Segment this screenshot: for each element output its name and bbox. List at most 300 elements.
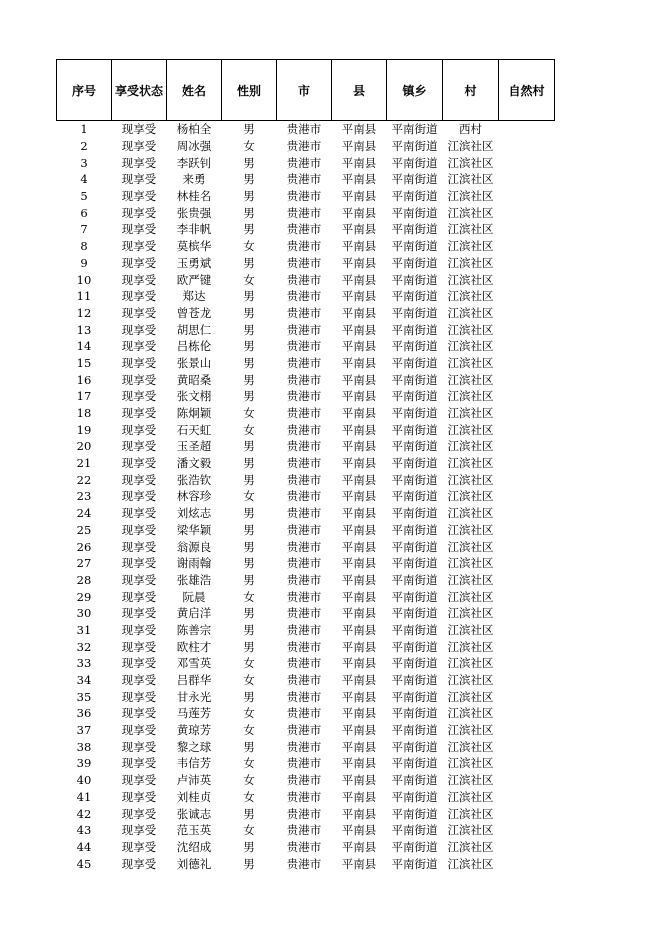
- cell-gender: 男: [243, 255, 255, 270]
- cell-serial-number: 22: [76, 472, 92, 487]
- cell-county: 平南县: [341, 856, 377, 871]
- cell-benefit-status: 现享受: [121, 355, 157, 370]
- table-row: [57, 321, 555, 338]
- cell-city: 贵港市: [286, 673, 322, 688]
- cell-natural-village: [499, 321, 555, 338]
- cell-natural-village: [499, 138, 555, 155]
- cell-village: 江滨社区: [447, 556, 494, 571]
- cell-village: 江滨社区: [447, 355, 494, 370]
- table-row: [57, 238, 555, 255]
- cell-benefit-status: 现享受: [121, 606, 157, 621]
- cell-benefit-status: 现享受: [121, 322, 157, 337]
- cell-town: 平南街道: [391, 222, 438, 237]
- spreadsheet-page: [56, 59, 554, 872]
- cell-gender: 男: [243, 122, 255, 137]
- cell-benefit-status: 现享受: [121, 823, 157, 838]
- cell-natural-village: [499, 839, 555, 856]
- cell-natural-village: [499, 221, 555, 238]
- cell-natural-village: [499, 772, 555, 789]
- cell-county: 平南县: [341, 155, 377, 170]
- cell-village: 江滨社区: [447, 389, 494, 404]
- table-row: [57, 638, 555, 655]
- cell-benefit-status: 现享受: [121, 489, 157, 504]
- cell-county: 平南县: [341, 189, 377, 204]
- cell-county: 平南县: [341, 823, 377, 838]
- cell-benefit-status: 现享受: [121, 706, 157, 721]
- cell-benefit-status: 现享受: [121, 239, 157, 254]
- cell-benefit-status: 现享受: [121, 506, 157, 521]
- cell-benefit-status: 现享受: [121, 589, 157, 604]
- table-row: [57, 588, 555, 605]
- cell-name: 张浩钦: [176, 472, 212, 487]
- cell-natural-village: [499, 355, 555, 372]
- cell-gender: 女: [243, 773, 255, 788]
- cell-city: 贵港市: [286, 689, 322, 704]
- cell-serial-number: 21: [76, 456, 92, 471]
- cell-village: 江滨社区: [447, 139, 494, 154]
- header-row: [57, 60, 555, 121]
- cell-village: 江滨社区: [447, 773, 494, 788]
- cell-gender: 男: [243, 289, 255, 304]
- cell-gender: 男: [243, 355, 255, 370]
- cell-natural-village: [499, 605, 555, 622]
- cell-benefit-status: 现享受: [121, 422, 157, 437]
- cell-natural-village: [499, 505, 555, 522]
- cell-gender: 女: [243, 673, 255, 688]
- cell-name: 玉勇斌: [176, 255, 212, 270]
- cell-town: 平南街道: [391, 773, 438, 788]
- cell-gender: 女: [243, 706, 255, 721]
- table-row: [57, 672, 555, 689]
- cell-city: 贵港市: [286, 139, 322, 154]
- cell-benefit-status: 现享受: [121, 272, 157, 287]
- cell-village: 江滨社区: [447, 172, 494, 187]
- cell-serial-number: 43: [76, 823, 92, 838]
- table-row: [57, 822, 555, 839]
- cell-natural-village: [499, 288, 555, 305]
- cell-benefit-status: 现享受: [121, 189, 157, 204]
- cell-serial-number: 3: [80, 155, 88, 170]
- cell-city: 贵港市: [286, 355, 322, 370]
- cell-serial-number: 20: [76, 439, 92, 454]
- cell-name: 欧严键: [176, 272, 212, 287]
- cell-name: 曾苍龙: [176, 305, 212, 320]
- cell-serial-number: 17: [76, 389, 92, 404]
- cell-village: 江滨社区: [447, 322, 494, 337]
- cell-benefit-status: 现享受: [121, 572, 157, 587]
- table-row: [57, 722, 555, 739]
- cell-county: 平南县: [341, 389, 377, 404]
- cell-county: 平南县: [341, 255, 377, 270]
- cell-city: 贵港市: [286, 806, 322, 821]
- cell-village: 西村: [459, 122, 482, 137]
- cell-village: 江滨社区: [447, 205, 494, 220]
- cell-natural-village: [499, 538, 555, 555]
- cell-county: 平南县: [341, 355, 377, 370]
- cell-gender: 男: [243, 305, 255, 320]
- cell-gender: 男: [243, 389, 255, 404]
- table-row: [57, 505, 555, 522]
- cell-county: 平南县: [341, 723, 377, 738]
- cell-serial-number: 9: [80, 255, 88, 270]
- header-gender: 性别: [222, 60, 277, 121]
- cell-village: 江滨社区: [447, 673, 494, 688]
- cell-benefit-status: 现享受: [121, 172, 157, 187]
- cell-village: 江滨社区: [447, 689, 494, 704]
- table-row: [57, 772, 555, 789]
- cell-gender: 男: [243, 322, 255, 337]
- table-row: [57, 121, 555, 138]
- cell-benefit-status: 现享受: [121, 305, 157, 320]
- cell-town: 平南街道: [391, 172, 438, 187]
- cell-serial-number: 44: [76, 839, 92, 854]
- cell-natural-village: [499, 171, 555, 188]
- cell-benefit-status: 现享受: [121, 839, 157, 854]
- cell-town: 平南街道: [391, 789, 438, 804]
- table-row: [57, 138, 555, 155]
- cell-gender: 男: [243, 472, 255, 487]
- cell-serial-number: 16: [76, 372, 92, 387]
- cell-benefit-status: 现享受: [121, 556, 157, 571]
- table-row: [57, 171, 555, 188]
- cell-benefit-status: 现享受: [121, 622, 157, 637]
- cell-county: 平南县: [341, 305, 377, 320]
- cell-village: 江滨社区: [447, 372, 494, 387]
- cell-village: 江滨社区: [447, 622, 494, 637]
- cell-benefit-status: 现享受: [121, 372, 157, 387]
- cell-name: 翁源良: [176, 539, 212, 554]
- cell-county: 平南县: [341, 539, 377, 554]
- cell-name: 欧柱才: [176, 639, 212, 654]
- cell-county: 平南县: [341, 656, 377, 671]
- cell-city: 贵港市: [286, 639, 322, 654]
- table-row: [57, 271, 555, 288]
- table-row: [57, 488, 555, 505]
- cell-name: 黄琼芳: [176, 723, 212, 738]
- cell-gender: 女: [243, 272, 255, 287]
- cell-town: 平南街道: [391, 472, 438, 487]
- cell-serial-number: 18: [76, 406, 92, 421]
- cell-city: 贵港市: [286, 406, 322, 421]
- cell-city: 贵港市: [286, 372, 322, 387]
- cell-name: 陈善宗: [176, 622, 212, 637]
- cell-serial-number: 30: [76, 606, 92, 621]
- cell-city: 贵港市: [286, 506, 322, 521]
- cell-natural-village: [499, 555, 555, 572]
- cell-name: 林容珍: [176, 489, 212, 504]
- cell-natural-village: [499, 371, 555, 388]
- table-body: [57, 121, 555, 872]
- cell-gender: 男: [243, 689, 255, 704]
- cell-town: 平南街道: [391, 506, 438, 521]
- cell-serial-number: 37: [76, 723, 92, 738]
- cell-county: 平南县: [341, 506, 377, 521]
- cell-natural-village: [499, 638, 555, 655]
- cell-city: 贵港市: [286, 155, 322, 170]
- cell-county: 平南县: [341, 222, 377, 237]
- cell-county: 平南县: [341, 289, 377, 304]
- cell-natural-village: [499, 188, 555, 205]
- cell-town: 平南街道: [391, 739, 438, 754]
- cell-serial-number: 6: [80, 205, 88, 220]
- cell-natural-village: [499, 855, 555, 872]
- cell-county: 平南县: [341, 205, 377, 220]
- cell-natural-village: [499, 204, 555, 221]
- cell-city: 贵港市: [286, 723, 322, 738]
- cell-name: 张景山: [176, 355, 212, 370]
- cell-benefit-status: 现享受: [121, 856, 157, 871]
- cell-gender: 男: [243, 622, 255, 637]
- cell-gender: 男: [243, 189, 255, 204]
- cell-city: 贵港市: [286, 172, 322, 187]
- cell-town: 平南街道: [391, 355, 438, 370]
- cell-name: 范玉英: [176, 823, 212, 838]
- cell-serial-number: 4: [80, 172, 88, 187]
- cell-serial-number: 39: [76, 756, 92, 771]
- cell-village: 江滨社区: [447, 339, 494, 354]
- cell-town: 平南街道: [391, 489, 438, 504]
- cell-town: 平南街道: [391, 856, 438, 871]
- cell-natural-village: [499, 271, 555, 288]
- cell-name: 韦信芳: [176, 756, 212, 771]
- cell-town: 平南街道: [391, 589, 438, 604]
- cell-name: 刘德礼: [176, 856, 212, 871]
- cell-gender: 男: [243, 205, 255, 220]
- table-row: [57, 738, 555, 755]
- cell-town: 平南街道: [391, 689, 438, 704]
- cell-benefit-status: 现享受: [121, 756, 157, 771]
- cell-city: 贵港市: [286, 622, 322, 637]
- cell-village: 江滨社区: [447, 789, 494, 804]
- cell-serial-number: 23: [76, 489, 92, 504]
- cell-city: 贵港市: [286, 389, 322, 404]
- cell-name: 李跃钊: [176, 155, 212, 170]
- cell-benefit-status: 现享受: [121, 689, 157, 704]
- cell-county: 平南县: [341, 556, 377, 571]
- cell-serial-number: 12: [76, 305, 92, 320]
- cell-city: 贵港市: [286, 823, 322, 838]
- header-county: 县: [332, 60, 387, 121]
- cell-gender: 男: [243, 572, 255, 587]
- cell-village: 江滨社区: [447, 606, 494, 621]
- cell-name: 莫槟华: [176, 239, 212, 254]
- cell-city: 贵港市: [286, 222, 322, 237]
- cell-name: 黄昭桑: [176, 372, 212, 387]
- cell-county: 平南县: [341, 789, 377, 804]
- cell-town: 平南街道: [391, 422, 438, 437]
- cell-city: 贵港市: [286, 305, 322, 320]
- cell-town: 平南街道: [391, 305, 438, 320]
- header-natural-village: 自然村: [499, 60, 555, 121]
- cell-natural-village: [499, 471, 555, 488]
- cell-serial-number: 29: [76, 589, 92, 604]
- header-village: 村: [443, 60, 499, 121]
- cell-village: 江滨社区: [447, 756, 494, 771]
- cell-village: 江滨社区: [447, 272, 494, 287]
- table-row: [57, 522, 555, 539]
- cell-serial-number: 13: [76, 322, 92, 337]
- cell-name: 甘永光: [176, 689, 212, 704]
- cell-town: 平南街道: [391, 839, 438, 854]
- cell-county: 平南县: [341, 806, 377, 821]
- cell-gender: 男: [243, 839, 255, 854]
- cell-city: 贵港市: [286, 189, 322, 204]
- cell-name: 胡思仁: [176, 322, 212, 337]
- cell-county: 平南县: [341, 689, 377, 704]
- cell-gender: 男: [243, 856, 255, 871]
- cell-serial-number: 11: [76, 289, 92, 304]
- cell-natural-village: [499, 789, 555, 806]
- cell-gender: 女: [243, 656, 255, 671]
- cell-natural-village: [499, 722, 555, 739]
- cell-city: 贵港市: [286, 239, 322, 254]
- cell-town: 平南街道: [391, 122, 438, 137]
- cell-benefit-status: 现享受: [121, 723, 157, 738]
- cell-town: 平南街道: [391, 622, 438, 637]
- cell-serial-number: 24: [76, 506, 92, 521]
- table-row: [57, 405, 555, 422]
- cell-name: 来勇: [182, 172, 206, 187]
- cell-name: 刘炫志: [176, 506, 212, 521]
- cell-gender: 女: [243, 789, 255, 804]
- cell-benefit-status: 现享受: [121, 639, 157, 654]
- cell-benefit-status: 现享受: [121, 522, 157, 537]
- cell-serial-number: 19: [76, 422, 92, 437]
- cell-city: 贵港市: [286, 472, 322, 487]
- cell-gender: 男: [243, 456, 255, 471]
- table-row: [57, 538, 555, 555]
- cell-county: 平南县: [341, 456, 377, 471]
- cell-county: 平南县: [341, 839, 377, 854]
- cell-village: 江滨社区: [447, 656, 494, 671]
- cell-name: 玉圣超: [176, 439, 212, 454]
- cell-city: 贵港市: [286, 756, 322, 771]
- table-row: [57, 622, 555, 639]
- cell-county: 平南县: [341, 572, 377, 587]
- cell-city: 贵港市: [286, 656, 322, 671]
- cell-village: 江滨社区: [447, 823, 494, 838]
- cell-city: 贵港市: [286, 839, 322, 854]
- cell-name: 黄启洋: [176, 606, 212, 621]
- cell-name: 李非帆: [176, 222, 212, 237]
- table-row: [57, 555, 555, 572]
- cell-natural-village: [499, 805, 555, 822]
- cell-name: 刘桂贞: [176, 789, 212, 804]
- table-row: [57, 438, 555, 455]
- cell-serial-number: 31: [76, 622, 92, 637]
- cell-serial-number: 33: [76, 656, 92, 671]
- cell-benefit-status: 现享受: [121, 222, 157, 237]
- table-row: [57, 839, 555, 856]
- cell-gender: 女: [243, 489, 255, 504]
- cell-benefit-status: 现享受: [121, 389, 157, 404]
- cell-city: 贵港市: [286, 439, 322, 454]
- cell-natural-village: [499, 121, 555, 138]
- cell-village: 江滨社区: [447, 639, 494, 654]
- cell-county: 平南县: [341, 439, 377, 454]
- cell-serial-number: 40: [76, 773, 92, 788]
- cell-natural-village: [499, 421, 555, 438]
- cell-village: 江滨社区: [447, 239, 494, 254]
- cell-town: 平南街道: [391, 656, 438, 671]
- cell-natural-village: [499, 822, 555, 839]
- table-row: [57, 605, 555, 622]
- cell-city: 贵港市: [286, 339, 322, 354]
- cell-gender: 男: [243, 506, 255, 521]
- cell-benefit-status: 现享受: [121, 289, 157, 304]
- table-row: [57, 388, 555, 405]
- cell-town: 平南街道: [391, 272, 438, 287]
- cell-city: 贵港市: [286, 739, 322, 754]
- cell-town: 平南街道: [391, 456, 438, 471]
- cell-county: 平南县: [341, 673, 377, 688]
- cell-serial-number: 32: [76, 639, 92, 654]
- cell-natural-village: [499, 438, 555, 455]
- cell-town: 平南街道: [391, 205, 438, 220]
- cell-natural-village: [499, 755, 555, 772]
- cell-name: 张雄浩: [176, 572, 212, 587]
- cell-county: 平南县: [341, 639, 377, 654]
- cell-name: 马莲芳: [176, 706, 212, 721]
- cell-gender: 男: [243, 556, 255, 571]
- cell-gender: 男: [243, 539, 255, 554]
- cell-benefit-status: 现享受: [121, 673, 157, 688]
- cell-serial-number: 25: [76, 522, 92, 537]
- cell-serial-number: 10: [76, 272, 92, 287]
- cell-city: 贵港市: [286, 422, 322, 437]
- table-row: [57, 355, 555, 372]
- cell-benefit-status: 现享受: [121, 539, 157, 554]
- cell-town: 平南街道: [391, 322, 438, 337]
- cell-town: 平南街道: [391, 639, 438, 654]
- cell-benefit-status: 现享受: [121, 773, 157, 788]
- cell-city: 贵港市: [286, 289, 322, 304]
- cell-serial-number: 42: [76, 806, 92, 821]
- cell-town: 平南街道: [391, 806, 438, 821]
- cell-serial-number: 28: [76, 572, 92, 587]
- cell-city: 贵港市: [286, 255, 322, 270]
- cell-village: 江滨社区: [447, 406, 494, 421]
- cell-name: 张文栩: [176, 389, 212, 404]
- cell-name: 石天虹: [176, 422, 212, 437]
- cell-village: 江滨社区: [447, 189, 494, 204]
- cell-town: 平南街道: [391, 155, 438, 170]
- cell-name: 张贵强: [176, 205, 212, 220]
- cell-natural-village: [499, 154, 555, 171]
- cell-village: 江滨社区: [447, 539, 494, 554]
- cell-serial-number: 35: [76, 689, 92, 704]
- cell-name: 谢雨翰: [176, 556, 212, 571]
- cell-county: 平南县: [341, 406, 377, 421]
- cell-city: 贵港市: [286, 272, 322, 287]
- cell-benefit-status: 现享受: [121, 739, 157, 754]
- cell-village: 江滨社区: [447, 522, 494, 537]
- table-row: [57, 789, 555, 806]
- cell-city: 贵港市: [286, 489, 322, 504]
- cell-name: 潘文毅: [176, 456, 212, 471]
- table-row: [57, 221, 555, 238]
- cell-village: 江滨社区: [447, 572, 494, 587]
- cell-town: 平南街道: [391, 372, 438, 387]
- cell-village: 江滨社区: [447, 472, 494, 487]
- cell-gender: 女: [243, 823, 255, 838]
- cell-town: 平南街道: [391, 606, 438, 621]
- cell-natural-village: [499, 255, 555, 272]
- cell-benefit-status: 现享受: [121, 656, 157, 671]
- cell-town: 平南街道: [391, 255, 438, 270]
- cell-village: 江滨社区: [447, 222, 494, 237]
- cell-village: 江滨社区: [447, 739, 494, 754]
